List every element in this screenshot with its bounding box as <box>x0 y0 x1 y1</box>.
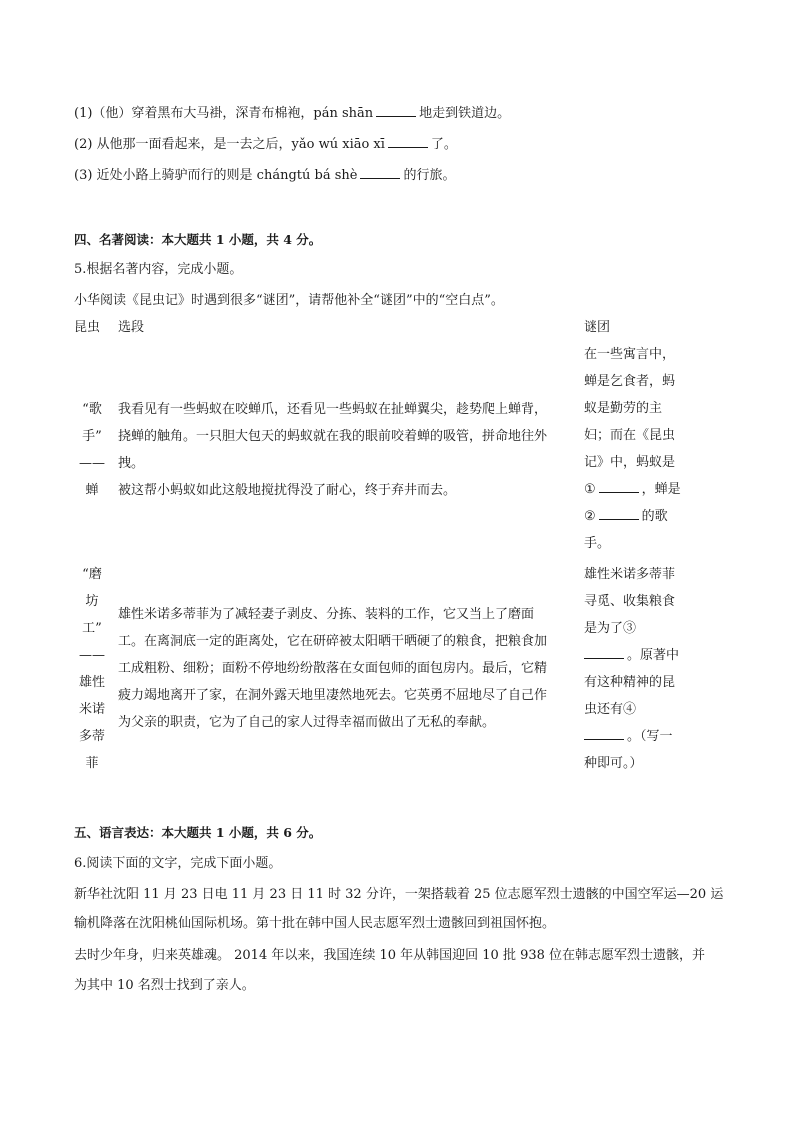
puzzle-line: 虫还有④ <box>584 702 637 717</box>
puzzle-line-blank-2 <box>584 503 694 530</box>
puzzle-line: 在一些寓言中， <box>584 347 676 362</box>
puzzle-line: 蚁是勤劳的主 <box>584 401 663 416</box>
passage-line: 工成粗粉、细粉；面粉不停地纷纷散落在女面包师的面包房内。最后，它精 <box>118 661 548 676</box>
passage-line: 拽。 <box>118 456 145 471</box>
table-row-1-passage <box>118 396 583 504</box>
answer-blank <box>584 727 624 740</box>
news-line-2: 输机降落在沈阳桃仙国际机场。第十批在韩中国人民志愿军烈士遗骸回到祖国怀抱。 <box>74 916 556 931</box>
news-line-3: 去时少年身，归来英雄魂。 2014 年以来，我国连续 10 年从韩国迎回 10 批 938 位在韩志愿军烈士遗骸，并 <box>74 948 706 963</box>
passage-line: 工。在离洞底一定的距离处，它在研碎被太阳晒干晒硬了的粮食，把粮食加 <box>118 634 548 649</box>
puzzle-line: 蝉是乞食者，蚂 <box>584 374 676 389</box>
answer-blank <box>376 104 416 117</box>
insect-line: 米诺 <box>78 702 105 717</box>
puzzle-text: 的歌 <box>641 509 668 524</box>
blank-marker: ② <box>584 509 596 524</box>
question-item-2-suffix: 了。 <box>430 137 457 152</box>
table-header-puzzle: 谜团 <box>584 320 611 335</box>
passage-line: 雄性米诺多蒂菲为了减轻妻子剥皮、分拣、装料的工作，它又当上了磨面 <box>118 607 535 622</box>
question-item-2 <box>74 135 457 154</box>
answer-blank <box>599 507 639 520</box>
puzzle-line: 记》中，蚂蚁是 <box>584 455 676 470</box>
question-item-1 <box>74 104 510 123</box>
news-line-1: 新华社沈阳 11 月 23 日电 11 月 23 日 11 时 32 分许，一架搭载着 25 位志愿军烈士遗骸的中国空军运—20 运 <box>74 887 724 902</box>
question-item-3 <box>74 166 455 185</box>
section-5-title: 五、语言表达：本大题共 1 小题，共 6 分。 <box>74 825 322 840</box>
puzzle-text: 。（写一 <box>627 729 673 744</box>
table-row-1-puzzle <box>584 341 694 557</box>
passage-line: 被这帮小蚂蚁如此这般地搅扰得没了耐心，终于弃井而去。 <box>118 483 457 498</box>
insect-line: 工” <box>82 621 102 636</box>
insect-line: “歌 <box>82 402 102 417</box>
question-item-2-text: (2) 从他那一面看起来，是一去之后，yǎo wú xiāo xī <box>74 137 385 152</box>
passage-line: 疲力竭地离开了家，在洞外露天地里凄然地死去。它英勇不屈地尽了自己作 <box>118 688 548 703</box>
question-item-1-suffix: 地走到铁道边。 <box>419 106 511 121</box>
puzzle-text: 。原著中 <box>627 648 680 663</box>
passage-line: 挠蝉的触角。一只胆大包天的蚂蚁就在我的眼前咬着蝉的吸管，拼命地往外 <box>118 429 548 444</box>
puzzle-line: 寻觅、收集粮食 <box>584 594 676 609</box>
blank-marker: ① <box>584 482 596 497</box>
table-row-2-insect <box>74 561 110 777</box>
question-item-3-text: (3) 近处小路上骑驴而行的则是 chángtú bá shè <box>74 168 358 183</box>
puzzle-line: 有这种精神的昆 <box>584 675 676 690</box>
insect-line: 雄性 <box>78 675 105 690</box>
puzzle-line: 种即可。） <box>584 756 643 771</box>
insect-line: —— <box>79 648 105 663</box>
insect-line: 多蒂 <box>78 729 105 744</box>
table-header-passage: 选段 <box>118 320 145 335</box>
puzzle-line-blank-1 <box>584 476 694 503</box>
answer-blank <box>360 166 400 179</box>
answer-blank <box>388 135 428 148</box>
answer-blank <box>599 480 639 493</box>
question-item-1-text: (1)（他）穿着黑布大马褂，深青布棉袍，pán shān <box>74 106 374 121</box>
question-5-prompt: 5.根据名著内容，完成小题。 <box>74 262 243 277</box>
puzzle-text: ，蝉是 <box>641 482 681 497</box>
puzzle-line: 雄性米诺多蒂菲 <box>584 567 676 582</box>
table-row-1-insect <box>74 396 110 504</box>
insect-line: 坊 <box>85 594 99 609</box>
insect-line: 菲 <box>85 756 99 771</box>
table-header-insect: 昆虫 <box>74 320 101 335</box>
puzzle-line-blank-3 <box>584 642 694 669</box>
puzzle-line: 妇；而在《昆虫 <box>584 428 676 443</box>
puzzle-line-blank-4 <box>584 723 694 750</box>
insect-line: —— <box>79 456 105 471</box>
section-4-title: 四、名著阅读：本大题共 1 小题，共 4 分。 <box>74 232 322 247</box>
puzzle-line: 手。 <box>584 536 611 551</box>
passage-line: 为父亲的职责，它为了自己的家人过得幸福而做出了无私的奉献。 <box>118 715 496 730</box>
insect-line: 手” <box>82 429 102 444</box>
news-line-4: 为其中 10 名烈士找到了亲人。 <box>74 978 255 993</box>
question-item-3-suffix: 的行旅。 <box>403 168 456 183</box>
puzzle-line: 是为了③ <box>584 621 637 636</box>
question-5-intro: 小华阅读《昆虫记》时遇到很多“谜团”，请帮他补全“谜团”中的“空白点”。 <box>74 293 504 308</box>
passage-line: 我看见有一些蚂蚁在咬蝉爪，还看见一些蚂蚁在扯蝉翼尖，趁势爬上蝉背， <box>118 402 548 417</box>
table-row-2-passage <box>118 601 583 736</box>
insect-line: 蝉 <box>85 483 99 498</box>
answer-blank <box>584 646 624 659</box>
table-row-2-puzzle <box>584 561 694 777</box>
insect-line: “磨 <box>82 567 102 582</box>
question-6-prompt: 6.阅读下面的文字，完成下面小题。 <box>74 856 282 871</box>
